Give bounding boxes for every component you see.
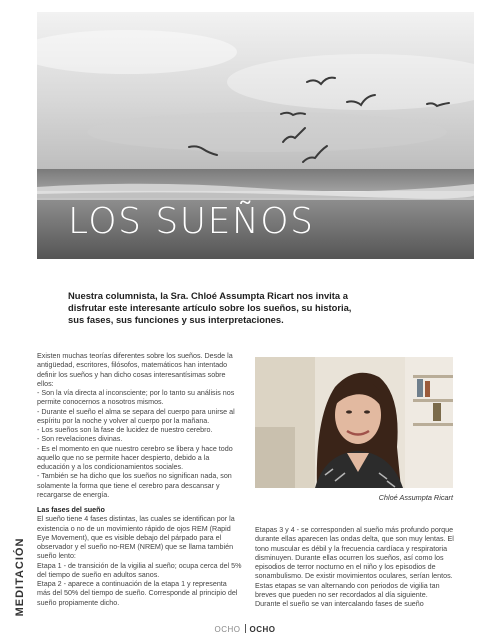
body-paragraph: El sueño tiene 4 fases distintas, las cuales se identifican por la existencia o no de un movimiento rápido de ojos REM (Rapid Eye Movement), que es visible debajo del párpado para el observador y el sueño no-REM (NREM) que se llama también sueño lento: [37, 515, 235, 561]
body-paragraph: - También se ha dicho que los sueños no significan nada, son solamente la forma que tiene el cerebro para descansar y recargarse de energía. [37, 472, 232, 499]
left-column [37, 352, 242, 608]
body-paragraph: - Son revelaciones divinas. [37, 435, 123, 444]
footer-divider [245, 624, 246, 633]
footer-right-text: OCHO [249, 625, 276, 634]
portrait-image [255, 357, 453, 488]
side-label-text: MEDITACIÓN [14, 537, 26, 617]
section-side-label [13, 537, 27, 617]
portrait-caption: Chloé Assumpta Ricart [378, 493, 453, 502]
body-paragraph: Durante el sueño se van intercalando fases de sueño [255, 600, 424, 608]
body-paragraph: Estas etapas se van alternando con periodos de vigilia tan breves que pueden no ser recordados al día siguiente. [255, 581, 440, 599]
article-lede: Nuestra columnista, la Sra. Chloé Assumpta Ricart nos invita a disfrutar este interesante artículo sobre los sueños, su historia, sus fases, sus funciones y sus interpretaciones. [68, 290, 352, 326]
body-paragraph: - Los sueños son la fase de lucidez de nuestro cerebro. [37, 426, 213, 434]
body-paragraph: Existen muchas teorías diferentes sobre los sueños. Desde la antigüedad, escritores, filósofos, matemáticos han intentado definir los sueños y han dicho cosas interesantísimas sobre ellos: [37, 352, 233, 388]
body-paragraph: Etapas 3 y 4 - se corresponden al sueño más profundo porque durante ellas aparecen las ondas delta, que son muy lentas. El tono muscular es débil y la frecuencia cardíaca y respiratoria disminuyen. Durante ellas ocurren los sueños, así como los episodios de terror nocturno en el niño y los episodios de sonambulismo. De existir movimientos oculares, serían lentos. [255, 526, 454, 581]
article-title: LOS SUEÑOS [68, 201, 315, 242]
body-paragraph: Etapa 2 - aparece a continuación de la etapa 1 y representa más del 50% del tiempo de sueño. Corresponde al principio del sueño propiamente dicho. [37, 580, 238, 607]
section-heading: Las fases del sueño [37, 506, 105, 514]
right-column [255, 526, 457, 609]
body-paragraph: Etapa 1 - de transición de la vigilia al sueño; ocupa cerca del 5% del tiempo de sueño en adultos sanos. [37, 561, 242, 579]
author-portrait [255, 357, 453, 488]
page-footer [0, 624, 490, 634]
body-paragraph: - Son la vía directa al inconsciente; por lo tanto su análisis nos permite conocernos a nosotros mismos. [37, 389, 235, 407]
footer-left-text: OCHO [214, 625, 241, 634]
body-paragraph: - Es el momento en que nuestro cerebro se libera y hace todo aquello que no se permite hacer despierto, debido a la educación y a los condicionamientos sociales. [37, 444, 233, 471]
body-paragraph: - Durante el sueño el alma se separa del cuerpo para unirse al espíritu por la noche y volver al cuerpo por la mañana. [37, 407, 235, 425]
